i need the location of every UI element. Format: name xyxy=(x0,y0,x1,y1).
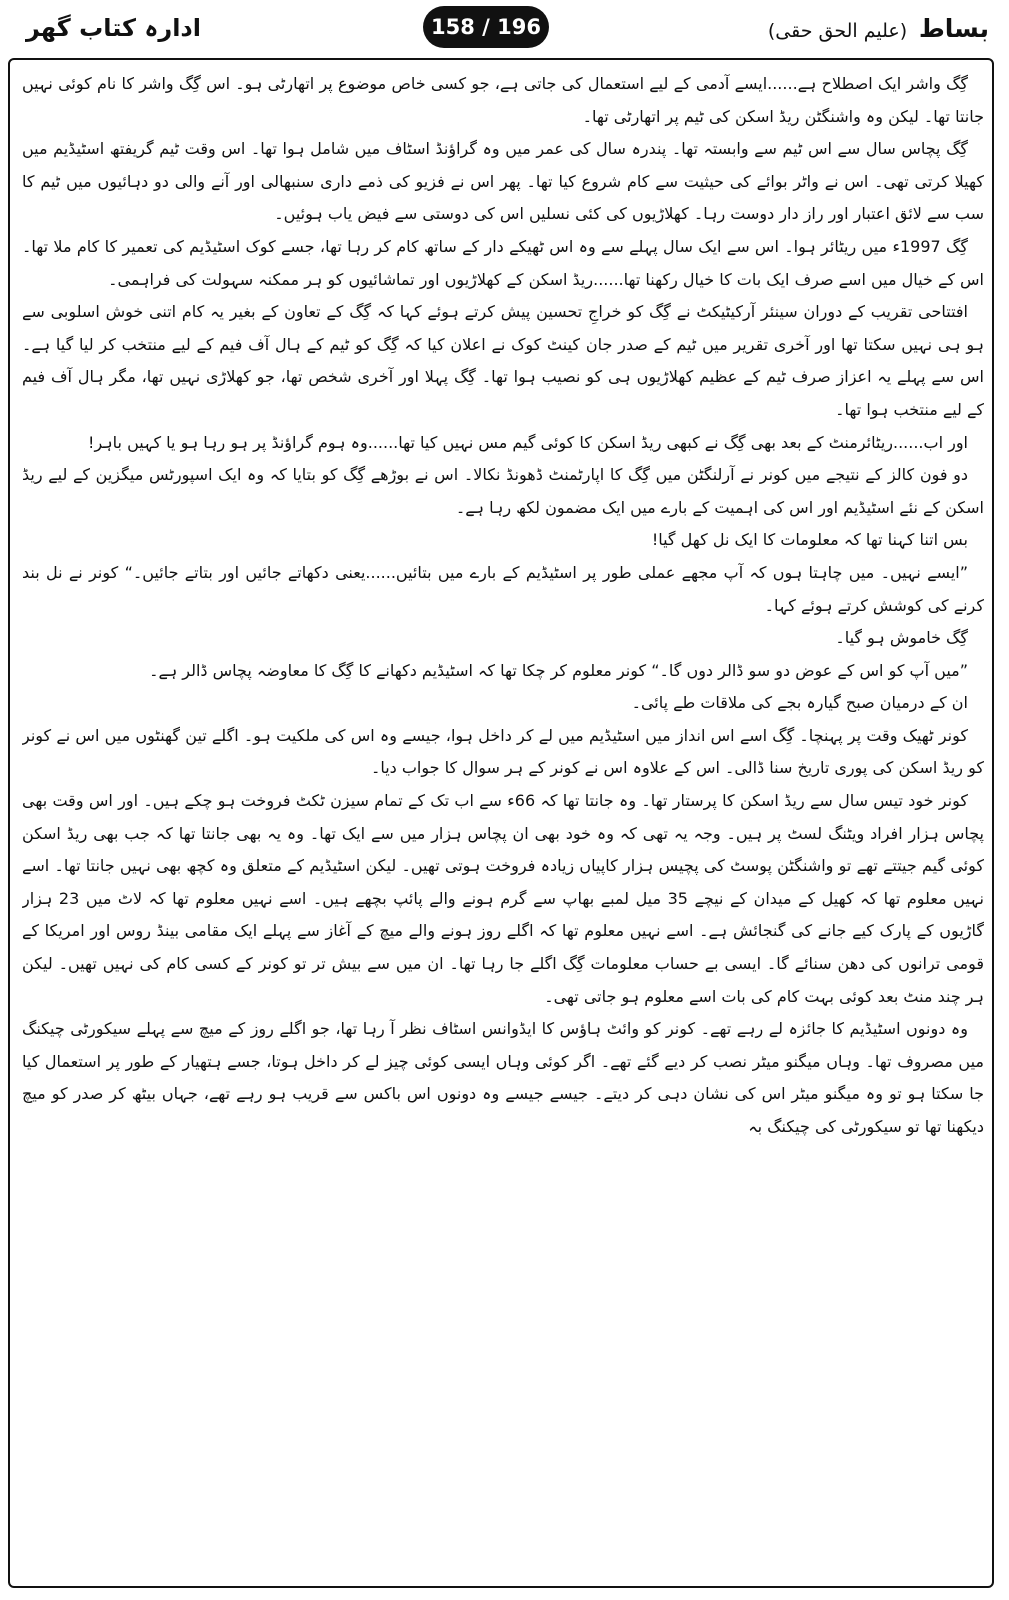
page-number-badge: 158 / 196 xyxy=(423,6,549,48)
paragraph: افتتاحی تقریب کے دوران سینئر آرکیٹیکٹ نے گِگ کو خراجِ تحسین پیش کرتے ہوئے کہا کہ گِگ کے تعاون کے بغیر یہ کام اتنی خوش اسلوبی سے ہو ہی نہیں سکتا تھا اور آخری تقریر میں ٹیم کے صدر جان کینٹ کوک نے اعلان کیا کہ گِگ کو ٹیم کے ہال آف فیم کے لیے منتخب کر لیا گیا ہے۔ اس سے پہلے یہ اعزاز صرف ٹیم کے عظیم کھلاڑیوں ہی کو نصیب ہوا تھا۔ گِگ پہلا اور آخری شخص تھا، جو کھلاڑی نہیں تھا، مگر ہال آف فیم کے لیے منتخب ہوا تھا۔ xyxy=(22,302,984,419)
book-title: بساط xyxy=(918,14,989,43)
paragraph: کونر خود تیس سال سے ریڈ اسکن کا پرستار تھا۔ وہ جانتا تھا کہ 66ء سے اب تک کے تمام سیزن ٹکٹ فروخت ہو چکے ہیں۔ اور اس وقت بھی پچاس ہزار افراد ویٹنگ لسٹ پر ہیں۔ وجہ یہ تھی کہ وہ خود بھی ان پچاس ہزار میں سے ایک تھا۔ وہ یہ بھی جانتا تھا کہ جب بھی ریڈ اسکن کوئی گیم جیتتے تھے تو واشنگٹن پوسٹ کی پچیس ہزار کاپیاں زیادہ فروخت ہوتی تھیں۔ لیکن اسٹیڈیم کے متعلق وہ کچھ بھی نہیں جانتا تھا۔ اسے نہیں معلوم تھا کہ کھیل کے میدان کے نیچے 35 میل لمبے بھاپ سے گرم ہونے والے پائپ بچھے ہیں۔ اسے نہیں معلوم تھا کہ لاٹ میں 23 ہزار گاڑیوں کے پارک کیے جانے کی گنجائش ہے۔ اسے نہیں معلوم تھا کہ اگلے روز ہونے والے میچ کے آغاز سے پہلے ایک مقامی بینڈ روس اور امریکا کے قومی ترانوں کی دھن سنائے گا۔ ایسی بے حساب معلومات گِگ اگلے جا رہا تھا۔ ان میں سے بیش تر تو کونر کے کسی کام کی نہیں تھیں۔ لیکن ہر چند منٹ بعد کوئی بہت کام کی بات اسے معلوم ہو جاتی تھی۔ xyxy=(22,791,984,1006)
paragraph: گِگ پچاس سال سے اس ٹیم سے وابستہ تھا۔ پندرہ سال کی عمر میں وہ گراؤنڈ اسٹاف میں شامل ہوا تھا۔ اس وقت ٹیم گریفتھ اسٹیڈیم میں کھیلا کرتی تھی۔ اس نے واٹر بوائے کی حیثیت سے کام شروع کیا تھا۔ پھر اس نے فزیو کی ذمے داری سنبھالی اور آنے والی دو دہائیوں میں ٹیم کا سب سے لائق اعتبار اور راز دار دوست رہا۔ کھلاڑیوں کی کئی نسلیں اس کی دوستی سے فیض یاب ہوئیں۔ xyxy=(22,139,984,224)
paragraph: بس اتنا کہنا تھا کہ معلومات کا ایک نل کھل گیا! xyxy=(651,530,968,550)
paragraph: ”ایسے نہیں۔ میں چاہتا ہوں کہ آپ مجھے عملی طور پر اسٹیڈیم کے بارے میں بتائیں......یعنی دکھاتے جائیں اور بتاتے جائیں۔“ کونر نے نل بند کرنے کی کوشش کرتے ہوئے کہا۔ xyxy=(22,562,984,615)
paragraph: اور اب......ریٹائرمنٹ کے بعد بھی گِگ نے کبھی ریڈ اسکن کا کوئی گیم مس نہیں کیا تھا......وہ ہوم گراؤنڈ پر ہو رہا ہو یا کہیں باہر! xyxy=(88,432,968,452)
paragraph: وہ دونوں اسٹیڈیم کا جائزہ لے رہے تھے۔ کونر کو وائٹ ہاؤس کا ایڈوانس اسٹاف نظر آ رہا تھا، جو اگلے روز کے میچ سے پہلے سیکورٹی چیکنگ میں مصروف تھا۔ وہاں میگنو میٹر نصب کر دیے گئے تھے۔ اگر کوئی وہاں ایسی کوئی چیز لے کر داخل ہوتا، جسے ہتھیار کے طور پر استعمال کیا جا سکتا ہو تو وہ میگنو میٹر اس کی نشان دہی کر دیتے۔ جیسے جیسے وہ دونوں اس باکس سے قریب ہو رہے تھے، جہاں بیٹھ کر صدر کو میچ دیکھنا تھا تو سیکورٹی کی چیکنگ بہ xyxy=(22,1019,984,1136)
paragraph: گِگ 1997ء میں ریٹائر ہوا۔ اس سے ایک سال پہلے سے وہ اس ٹھیکے دار کے ساتھ کام کر رہا تھا، جسے کوک اسٹیڈیم کی تعمیر کا کام ملا تھا۔ اس کے خیال میں اسے صرف ایک بات کا خیال رکھنا تھا......ریڈ اسکن کے کھلاڑیوں اور تماشائیوں کو ہر ممکنہ سہولت کی فراہمی۔ xyxy=(22,236,984,289)
paragraph: دو فون کالز کے نتیجے میں کونر نے آرلنگٹن میں گِگ کا اپارٹمنٹ ڈھونڈ نکالا۔ اس نے بوڑھے گِگ کو بتایا کہ وہ ایک اسپورٹس میگزین کے لیے ریڈ اسکن کے نئے اسٹیڈیم اور اس کی اہمیت کے بارے میں ایک مضمون لکھ رہا ہے۔ xyxy=(22,465,984,517)
paragraph: گِگ واشر ایک اصطلاح ہے......ایسے آدمی کے لیے استعمال کی جاتی ہے، جو کسی خاص موضوع پر اتھارٹی ہو۔ اس گِگ واشر کا نام کوئی نہیں جانتا تھا۔ لیکن وہ واشنگٹن ریڈ اسکن کی ٹیم پر اتھارٹی تھا۔ xyxy=(22,74,984,126)
paragraph: کونر ٹھیک وقت پر پہنچا۔ گِگ اسے اس انداز میں اسٹیڈیم میں لے کر داخل ہوا، جیسے وہ اس کی ملکیت ہو۔ اگلے تین گھنٹوں میں اس نے کونر کو ریڈ اسکن کی پوری تاریخ سنا ڈالی۔ اس کے علاوہ اس نے کونر کے ہر سوال کا جواب دیا۔ xyxy=(22,725,984,778)
publisher-name: ادارہ کتاب گھر xyxy=(26,14,201,42)
book-title-line xyxy=(768,14,989,43)
page-header xyxy=(0,0,1009,64)
page-body-text xyxy=(22,68,984,1580)
paragraph: ”میں آپ کو اس کے عوض دو سو ڈالر دوں گا۔“ کونر معلوم کر چکا تھا کہ اسٹیڈیم دکھانے کا گِگ کا معاوضہ پچاس ڈالر ہے۔ xyxy=(149,660,968,680)
paragraph: ان کے درمیان صبح گیارہ بجے کی ملاقات طے پائی۔ xyxy=(631,693,968,713)
book-author: (علیم الحق حقی) xyxy=(767,20,908,42)
paragraph: گِگ خاموش ہو گیا۔ xyxy=(835,628,968,648)
